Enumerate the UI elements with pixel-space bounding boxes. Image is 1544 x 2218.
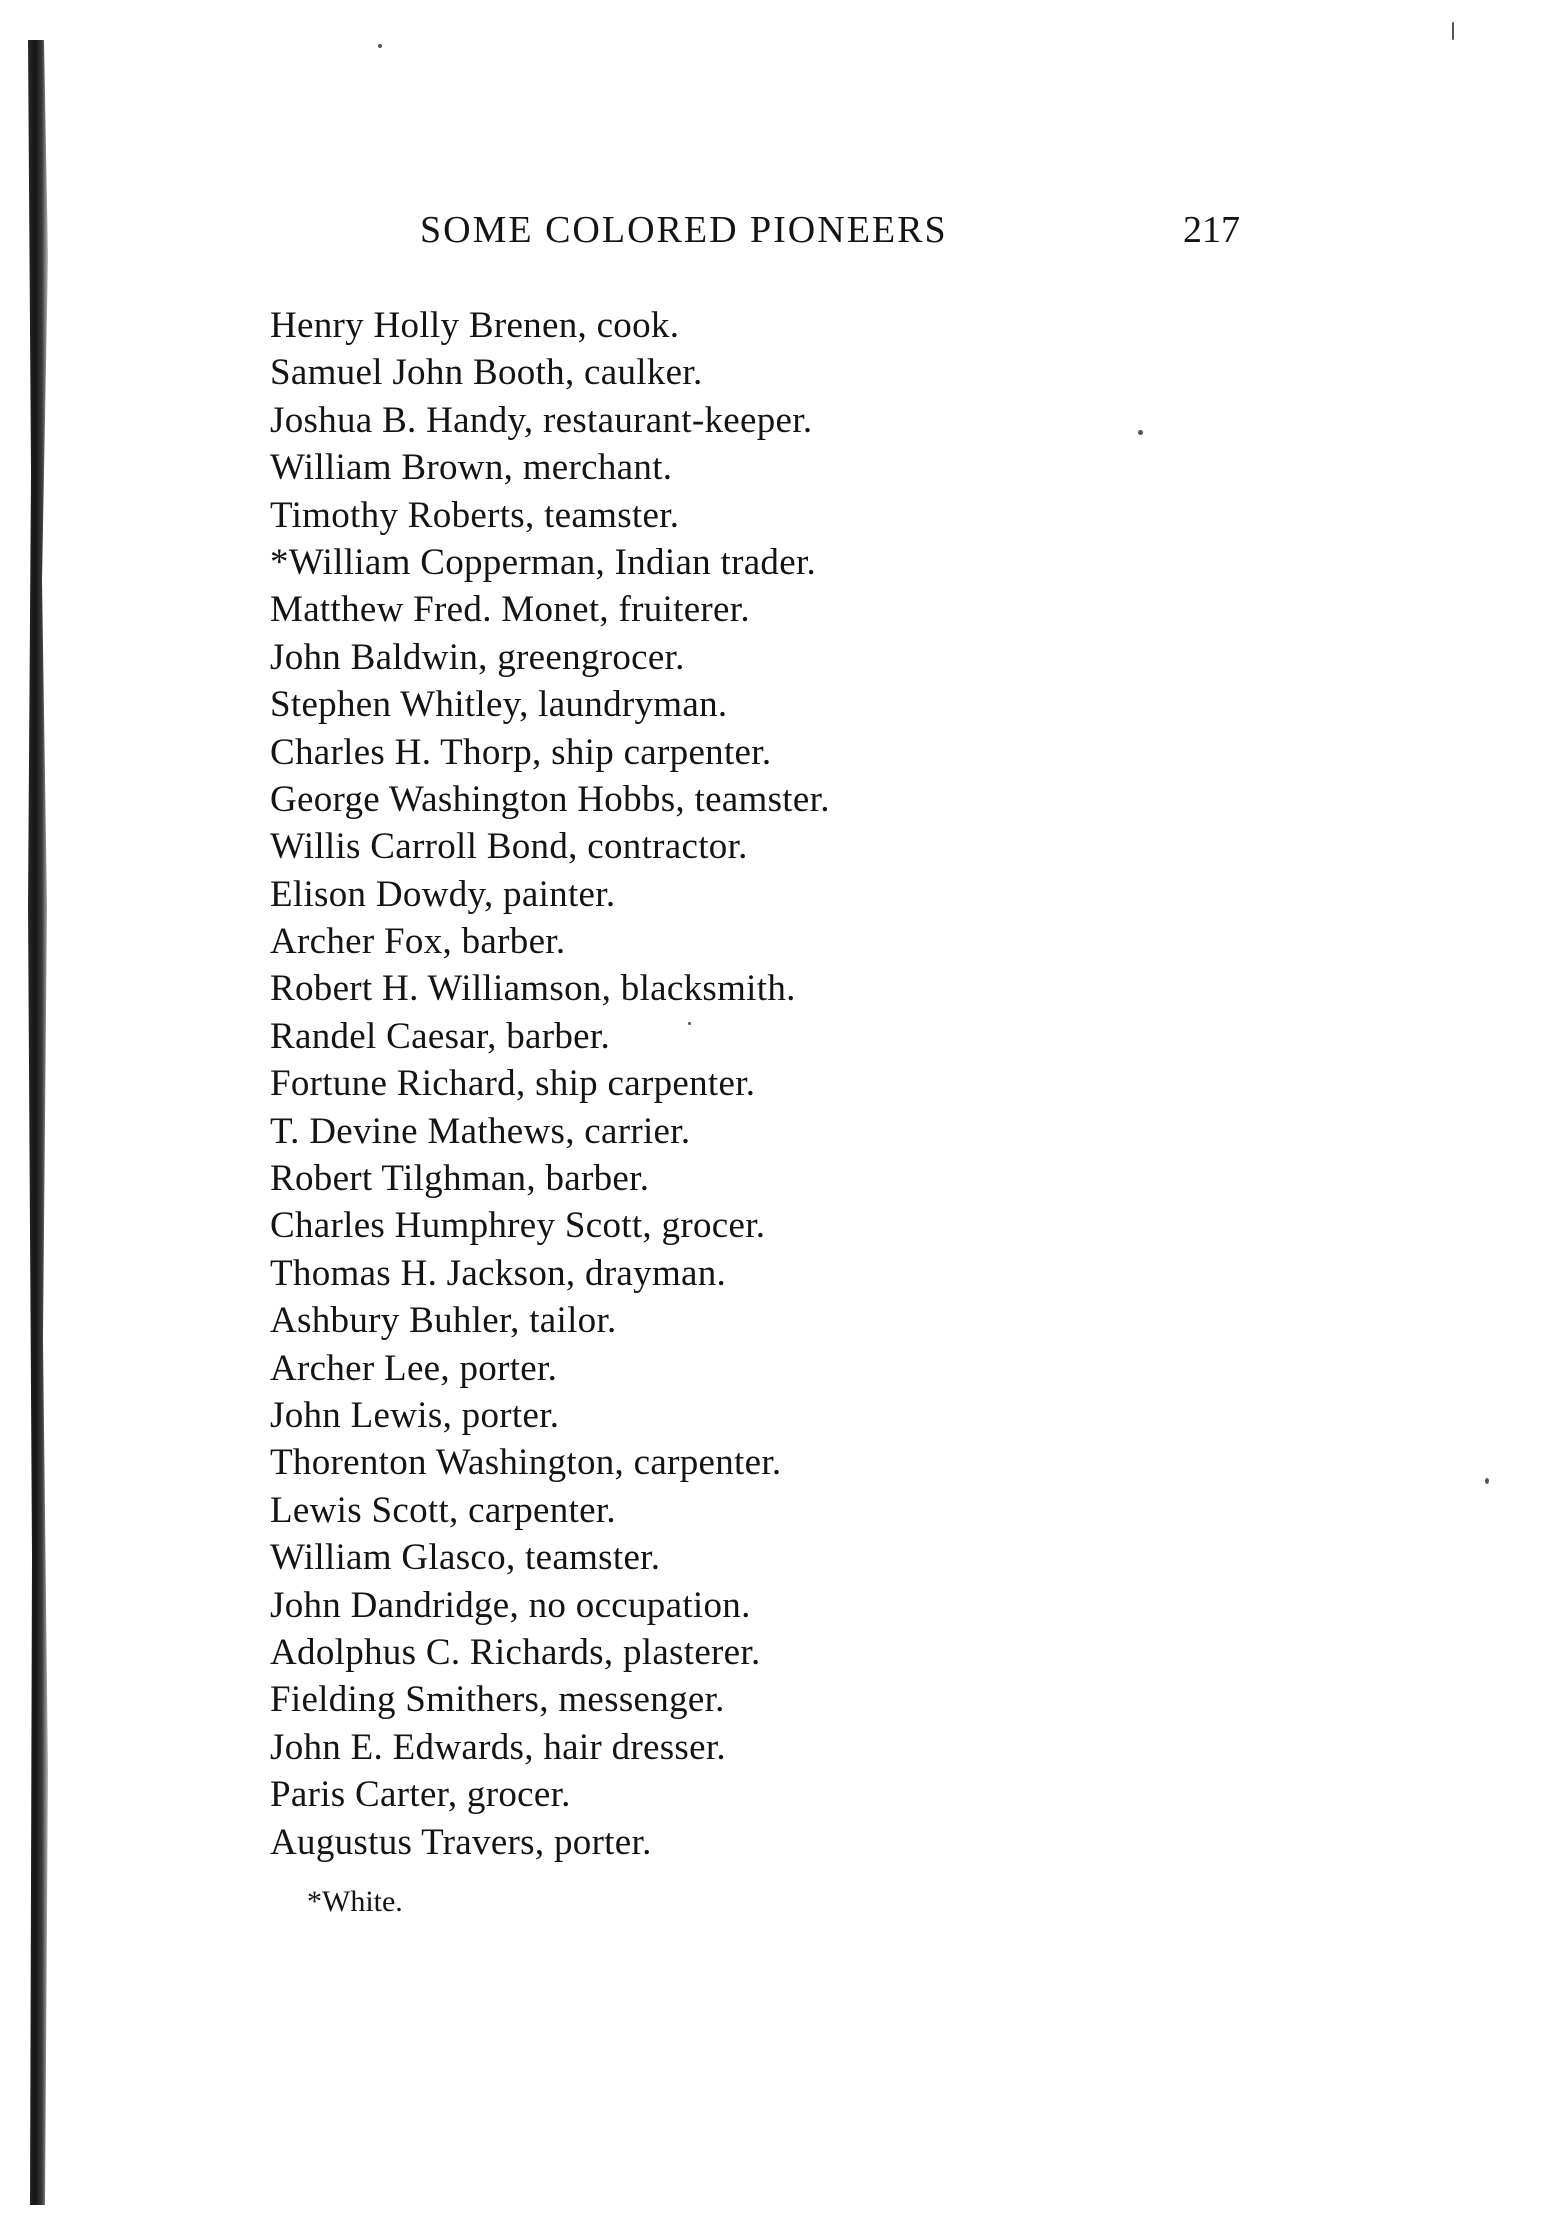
list-item: Archer Lee, porter. bbox=[270, 1347, 558, 1389]
list-item: Joshua B. Handy, restaurant-keeper. bbox=[270, 399, 813, 441]
list-item: John Dandridge, no occupation. bbox=[270, 1584, 751, 1626]
running-head bbox=[270, 208, 1240, 268]
print-speck bbox=[378, 44, 382, 48]
list-item: John E. Edwards, hair dresser. bbox=[270, 1726, 726, 1768]
list-item: Lewis Scott, carpenter. bbox=[270, 1489, 616, 1531]
list-item: John Baldwin, greengrocer. bbox=[270, 636, 685, 678]
list-item: Randel Caesar, barber. bbox=[270, 1015, 611, 1057]
list-item: Elison Dowdy, painter. bbox=[270, 873, 616, 915]
pioneer-list bbox=[270, 302, 1170, 1866]
footnote: *White. bbox=[307, 1885, 403, 1918]
page-number: 217 bbox=[1183, 209, 1240, 251]
list-item: Matthew Fred. Monet, fruiterer. bbox=[270, 589, 750, 631]
list-item: Robert H. Williamson, blacksmith. bbox=[270, 968, 796, 1010]
running-title: SOME COLORED PIONEERS bbox=[420, 209, 948, 251]
list-item: Archer Fox, barber. bbox=[270, 921, 566, 963]
list-item: William Glasco, teamster. bbox=[270, 1537, 661, 1579]
list-item: William Brown, merchant. bbox=[270, 447, 673, 489]
list-item: Willis Carroll Bond, contractor. bbox=[270, 826, 748, 868]
list-item: Adolphus C. Richards, plasterer. bbox=[270, 1631, 761, 1673]
list-item: T. Devine Mathews, carrier. bbox=[270, 1110, 691, 1152]
list-item: Samuel John Booth, caulker. bbox=[270, 352, 703, 394]
list-item: Fortune Richard, ship carpenter. bbox=[270, 1063, 756, 1105]
list-item: Charles Humphrey Scott, grocer. bbox=[270, 1205, 766, 1247]
print-speck bbox=[1452, 22, 1454, 40]
list-item: John Lewis, porter. bbox=[270, 1394, 560, 1436]
list-item: Henry Holly Brenen, cook. bbox=[270, 305, 680, 346]
list-item: Stephen Whitley, laundryman. bbox=[270, 684, 728, 726]
list-item: Thomas H. Jackson, drayman. bbox=[270, 1252, 727, 1294]
list-item: Paris Carter, grocer. bbox=[270, 1774, 571, 1816]
list-item: Augustus Travers, porter. bbox=[270, 1821, 652, 1863]
list-item: *William Copperman, Indian trader. bbox=[270, 541, 817, 583]
list-item: Timothy Roberts, teamster. bbox=[270, 494, 680, 536]
list-item: Thorenton Washington, carpenter. bbox=[270, 1442, 782, 1484]
binding-edge bbox=[28, 40, 48, 2205]
list-item: Robert Tilghman, barber. bbox=[270, 1158, 650, 1200]
list-item: Ashbury Buhler, tailor. bbox=[270, 1300, 617, 1342]
list-item: Fielding Smithers, messenger. bbox=[270, 1679, 725, 1721]
list-item: Charles H. Thorp, ship carpenter. bbox=[270, 731, 772, 773]
print-speck bbox=[1485, 1478, 1489, 1484]
list-item: George Washington Hobbs, teamster. bbox=[270, 778, 830, 820]
